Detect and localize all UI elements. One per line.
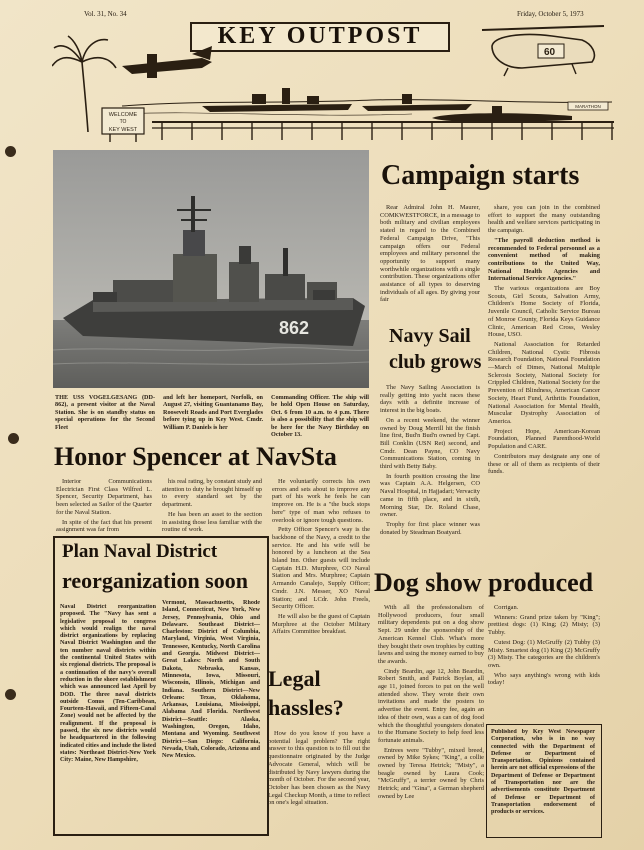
punch-hole-middle <box>8 433 19 444</box>
plan-col1: Naval District reorganization proposed. The "Navy has sent a legislative proposal to congress which would realign the naval district organizations by replacing Naval District Washington and the ten number naval districts within the continental United States with six regional districts. The proposal is a continuation of the navy's overall reduction in the shore establishment which was announced last April by DOD. The three naval districts outside Conus (Ten-Caribbean, Fourteen-Hawaii, and Fifteen-Canal Zone) would not be affected by the realignment. If the proposal is passed, the six new districts would be headquartered in the following indicated cities and include the listed states: Northeast District-New York City: Maine, New Hampshire, <box>60 604 156 764</box>
seaplane-icon <box>122 46 212 78</box>
plan-headline-line2: reorganization soon <box>62 568 248 593</box>
hull-number: 862 <box>279 318 310 338</box>
plan-col2: Vermont, Massachusetts, Rhode Island, Connecticut, New York, New Jersey, Pennsylvania, Ohio and Delaware. Southeast District—Charleston: District of Columbia, Maryland, Virginia, West Virginia, Tennessee, Kentucky, North Carolina and Georgia. Midwest District—Great Lakes: North and South Dakota, Nebraska, Kansas, Minnesota, Iowa, Missouri, Wisconsin, Illinois, Michigan and Indiana. Southern District—New Orleans: Texas, Oklahoma, Arkansas, Louisiana, Mississippi, Alabama And Florida. Northwest District—Seattle: Alaska, Washington, Oregon, Idaho, Montana and Wyoming. Southwest District—San Diego: California, Nevada, Utah, Colorado, Arizona and New Mexico. <box>162 600 260 760</box>
sail-p1: The Navy Sailing Association is really getting into yacht races these days with a definite increase of interest in the big boats. <box>380 384 480 415</box>
photo-caption-col2: and left her homeport, Norfolk, on August 27, visiting Guantanamo Bay, Roosevelt Roads and Port Everglades before tying up in Key West. Cmdr. William P. Daniels is her <box>163 394 263 431</box>
campaign-col1-p1: Rear Admiral John H. Maurer, COMKWESTFORCE, in a message to both military and civilian employees stated in regard to the Combined Federal Campaign Drive, "This campaign offers our Federal employees and military personnel the opportunity to support many worthwhile organizations with a single contribution. These organizations offer assistance of all types to deserving individuals of all ages. By giving your fair <box>380 204 480 304</box>
masthead-illustration <box>52 14 614 142</box>
sail-p2: On a recent weekend, the winner owned by Doug Merrill hit the finish line first, Bud'n Bud'n owned by Capt. Bill Conklin (USN Ret) second, and Cmdr. Dean Payne, CO Navy Communications Station, coming in third with Betty Baby. <box>380 416 480 471</box>
helicopter-icon <box>482 26 604 76</box>
honor-col3-p1: He voluntarily corrects his own errors and sets about to improve any part of his work he feels he can improve on. He is a "the buck stops here" type of man who refuses to overlook or ignore tough questions. <box>272 478 370 524</box>
honor-col3-p3: He will also be the guest of Captain Murphree at the October Military Affairs Committee breakfast. <box>272 612 370 636</box>
honor-headline: Honor Spencer at NavSta <box>54 442 337 471</box>
dog-col1-p1: With all the professionalism of Hollywood producers, four small military dependents put on a dog show Sept. 29 under the sponsorship of the American Kennel Club. What's more they bought their own trophies by cutting lawns and using the money earned to buy the awards. <box>378 604 484 665</box>
dog-col1-p3: Entrees were "Tubby", mixed breed, owned by Mike Sykes; "King", a collie owned by Teresa Hetrick; "Misty", a beagle owned by Laura Cook; "McGruffy", a terrier owned by Chris Hetrick; and "Gina", a German shepherd owned by Lee <box>378 746 484 800</box>
punch-hole-bottom <box>5 689 16 700</box>
sail-body <box>380 384 480 592</box>
honor-col1 <box>56 478 152 534</box>
campaign-col2-p3: The various organizations are Boy Scouts, Girl Scouts, Salvation Army, Children's Home Society of Florida, Juvenile Council, Catholic Service Bureau of Monroe County, Florida Keys Guidance Clinic, American Red Cross, Wesley House, USO. <box>488 285 600 339</box>
campaign-headline: Campaign starts <box>381 160 580 191</box>
honor-col2-p1: his real rating, by constant study and attention to duty he brought himself up to every standard set by the department. <box>162 478 262 509</box>
honor-col3 <box>272 478 370 654</box>
legal-headline-line1: Legal <box>268 666 321 691</box>
sign-line1: WELCOME <box>108 112 138 118</box>
helicopter-number: 60 <box>544 47 556 58</box>
sail-headline-line2: club grows <box>389 351 482 373</box>
dog-headline: Dog show produced <box>374 568 594 597</box>
dog-col1 <box>378 604 484 846</box>
seven-mile-bridge-icon <box>152 122 614 140</box>
sign-line2: TO <box>119 119 127 125</box>
honor-col2-p2: He has been an asset to the section in assisting those less familiar with the routine of work. <box>162 510 262 534</box>
legal-p1: How do you know if you have a potential legal problem? The right answer to this question is to fill out the questionnaire originated by the Judge Advocate General, which will be distributed by Navy lawyers during the month of October. For the second year, October has been chosen as the Navy Legal Checkup Month, a time to reflect on one's legal situation. <box>268 730 370 807</box>
honor-col3-p2: Petty Officer Spencer's way is the backbone of the Navy, a credit to the service. He and his wife will be honored by a luncheon at the Sea Island Inn. Other guests will include Captain H.D. Murphree, CO Naval Station and Mrs. Murphree; Captain Armando Canalejo, Supply Officer; Cmdr. J.N. Messer, XO Naval Station; and LCdr. John Freels, Security Officer. <box>272 526 370 611</box>
sail-p3: In fourth position crossing the line was Captain A.A. Helgersen, CO Naval Hospital, in Hajjadari; Vervacity came in fifth place, and in sixth, Morning Star, Dr. Roland Chase, owner. <box>380 472 480 519</box>
issue-date: Friday, October 5, 1973 <box>517 10 584 18</box>
sign-line3: KEY WEST <box>108 127 138 133</box>
campaign-col2-p6: Contributors may designate any one of these or all of them as recipients of their funds. <box>488 452 600 476</box>
campaign-col2-p5: Project Hope, American-Korean Foundation, Planned Parenthood-World Population and CARE. <box>488 427 600 451</box>
legal-headline-line2: hassles? <box>268 695 344 720</box>
campaign-col2-p4: National Association for Retarded Children, National Cystic Fibrosis Research Foundation, National Foundation—March of Dimes, National Multiple Sclerosis Society, National Society for Crippled Children, National Society for the Prevention of Blindness, American Cancer Society, Heart Fund, Arthritis Foundation, National Association for Mental Health, Muscular Dystrophy Association of America. <box>488 340 600 425</box>
dog-col2-p3: Cutest Dog: (1) McGruffy (2) Tubby (3) Misty. Smartest dog (1) King (2) McGruffy (3) Misty. The categories are the children's own. <box>488 638 600 669</box>
sail-p4: Trophy for first place winner was donated by Steadman Boatyard. <box>380 520 480 536</box>
photo-caption-col3: Commanding Officer. The ship will be hold Open House on Saturday, Oct. 6 from 10 a.m. to 4 p.m. There is also a possibility that the ship will be here for the Navy Birthday on October 13. <box>271 394 369 439</box>
dog-col2-p2: Winners: Grand prize taken by "King"; prettiest dogs: (1) King; (2) Misty; (3) Tubby. <box>488 613 600 637</box>
publisher-note: Published by Key West Newspaper Corporation, who is in no way connected with the Department of Defense or Department of Transportation. Opinions contained herein are not official expressions of the Department of Defense or Department of Transportation nor are the advertisements constitute Department of Defense or Department of Transportation endorsement of products or services. <box>491 729 595 816</box>
campaign-col2 <box>488 204 600 590</box>
campaign-col2-p1: share, you can join in the combined effort to support the many outstanding health and welfare services participating in the campaign. <box>488 204 600 235</box>
honor-col1-p2: In spite of the fact that his present assignment was far from <box>56 518 152 534</box>
punch-hole-top <box>5 146 16 157</box>
honor-col2 <box>162 478 262 534</box>
sail-headline-line1: Navy Sail <box>389 325 471 347</box>
sign-right: MARATHON <box>575 104 601 109</box>
plan-headline-line1: Plan Naval District <box>62 541 218 562</box>
destroyer-photo-icon <box>53 150 369 388</box>
legal-body <box>268 730 370 840</box>
dog-col2 <box>488 604 600 720</box>
masthead-title: KEY OUTPOST <box>217 23 423 49</box>
dog-col2-p4: Who says anything's wrong with kids today! <box>488 671 600 687</box>
photo-caption-col1: THE USS VOGELGESANG (DD-862), a present visitor at the Naval Station. She is on standby status on special operations for the Second Fleet <box>55 394 155 431</box>
marathon-sign-icon <box>568 102 608 110</box>
honor-col1-p1: Interior Communications Electrician First Class Wilfred L. Spencer, Security Department, has been selected as Sailor of the Quarter for the Naval Station. <box>56 478 152 516</box>
dog-col1-p2: Cindy Beardin, age 12, John Beardin, Robert Smith, and Patrick Boylan, all age 11, joined forces to put on the well attended show. They wrote their own invitations and made the posters to advertise the event. Entry fee, again an idea of their own, was a can of dog food which the thoughtful youngsters donated to the Humane Society to help feed less fortunate animals. <box>378 667 484 744</box>
dog-col2-p1: Corrigan. <box>494 604 519 611</box>
volume-number: Vol. 31, No. 34 <box>84 10 127 18</box>
campaign-col1 <box>380 204 480 338</box>
welcome-sign-icon <box>102 108 144 142</box>
campaign-col2-p2: "The payroll deduction method is recommended to Federal personnel as a convenient method of making contributions to the United Way, National Health Agencies and International Service Agencies." <box>488 236 600 283</box>
ship-photo <box>53 150 369 388</box>
